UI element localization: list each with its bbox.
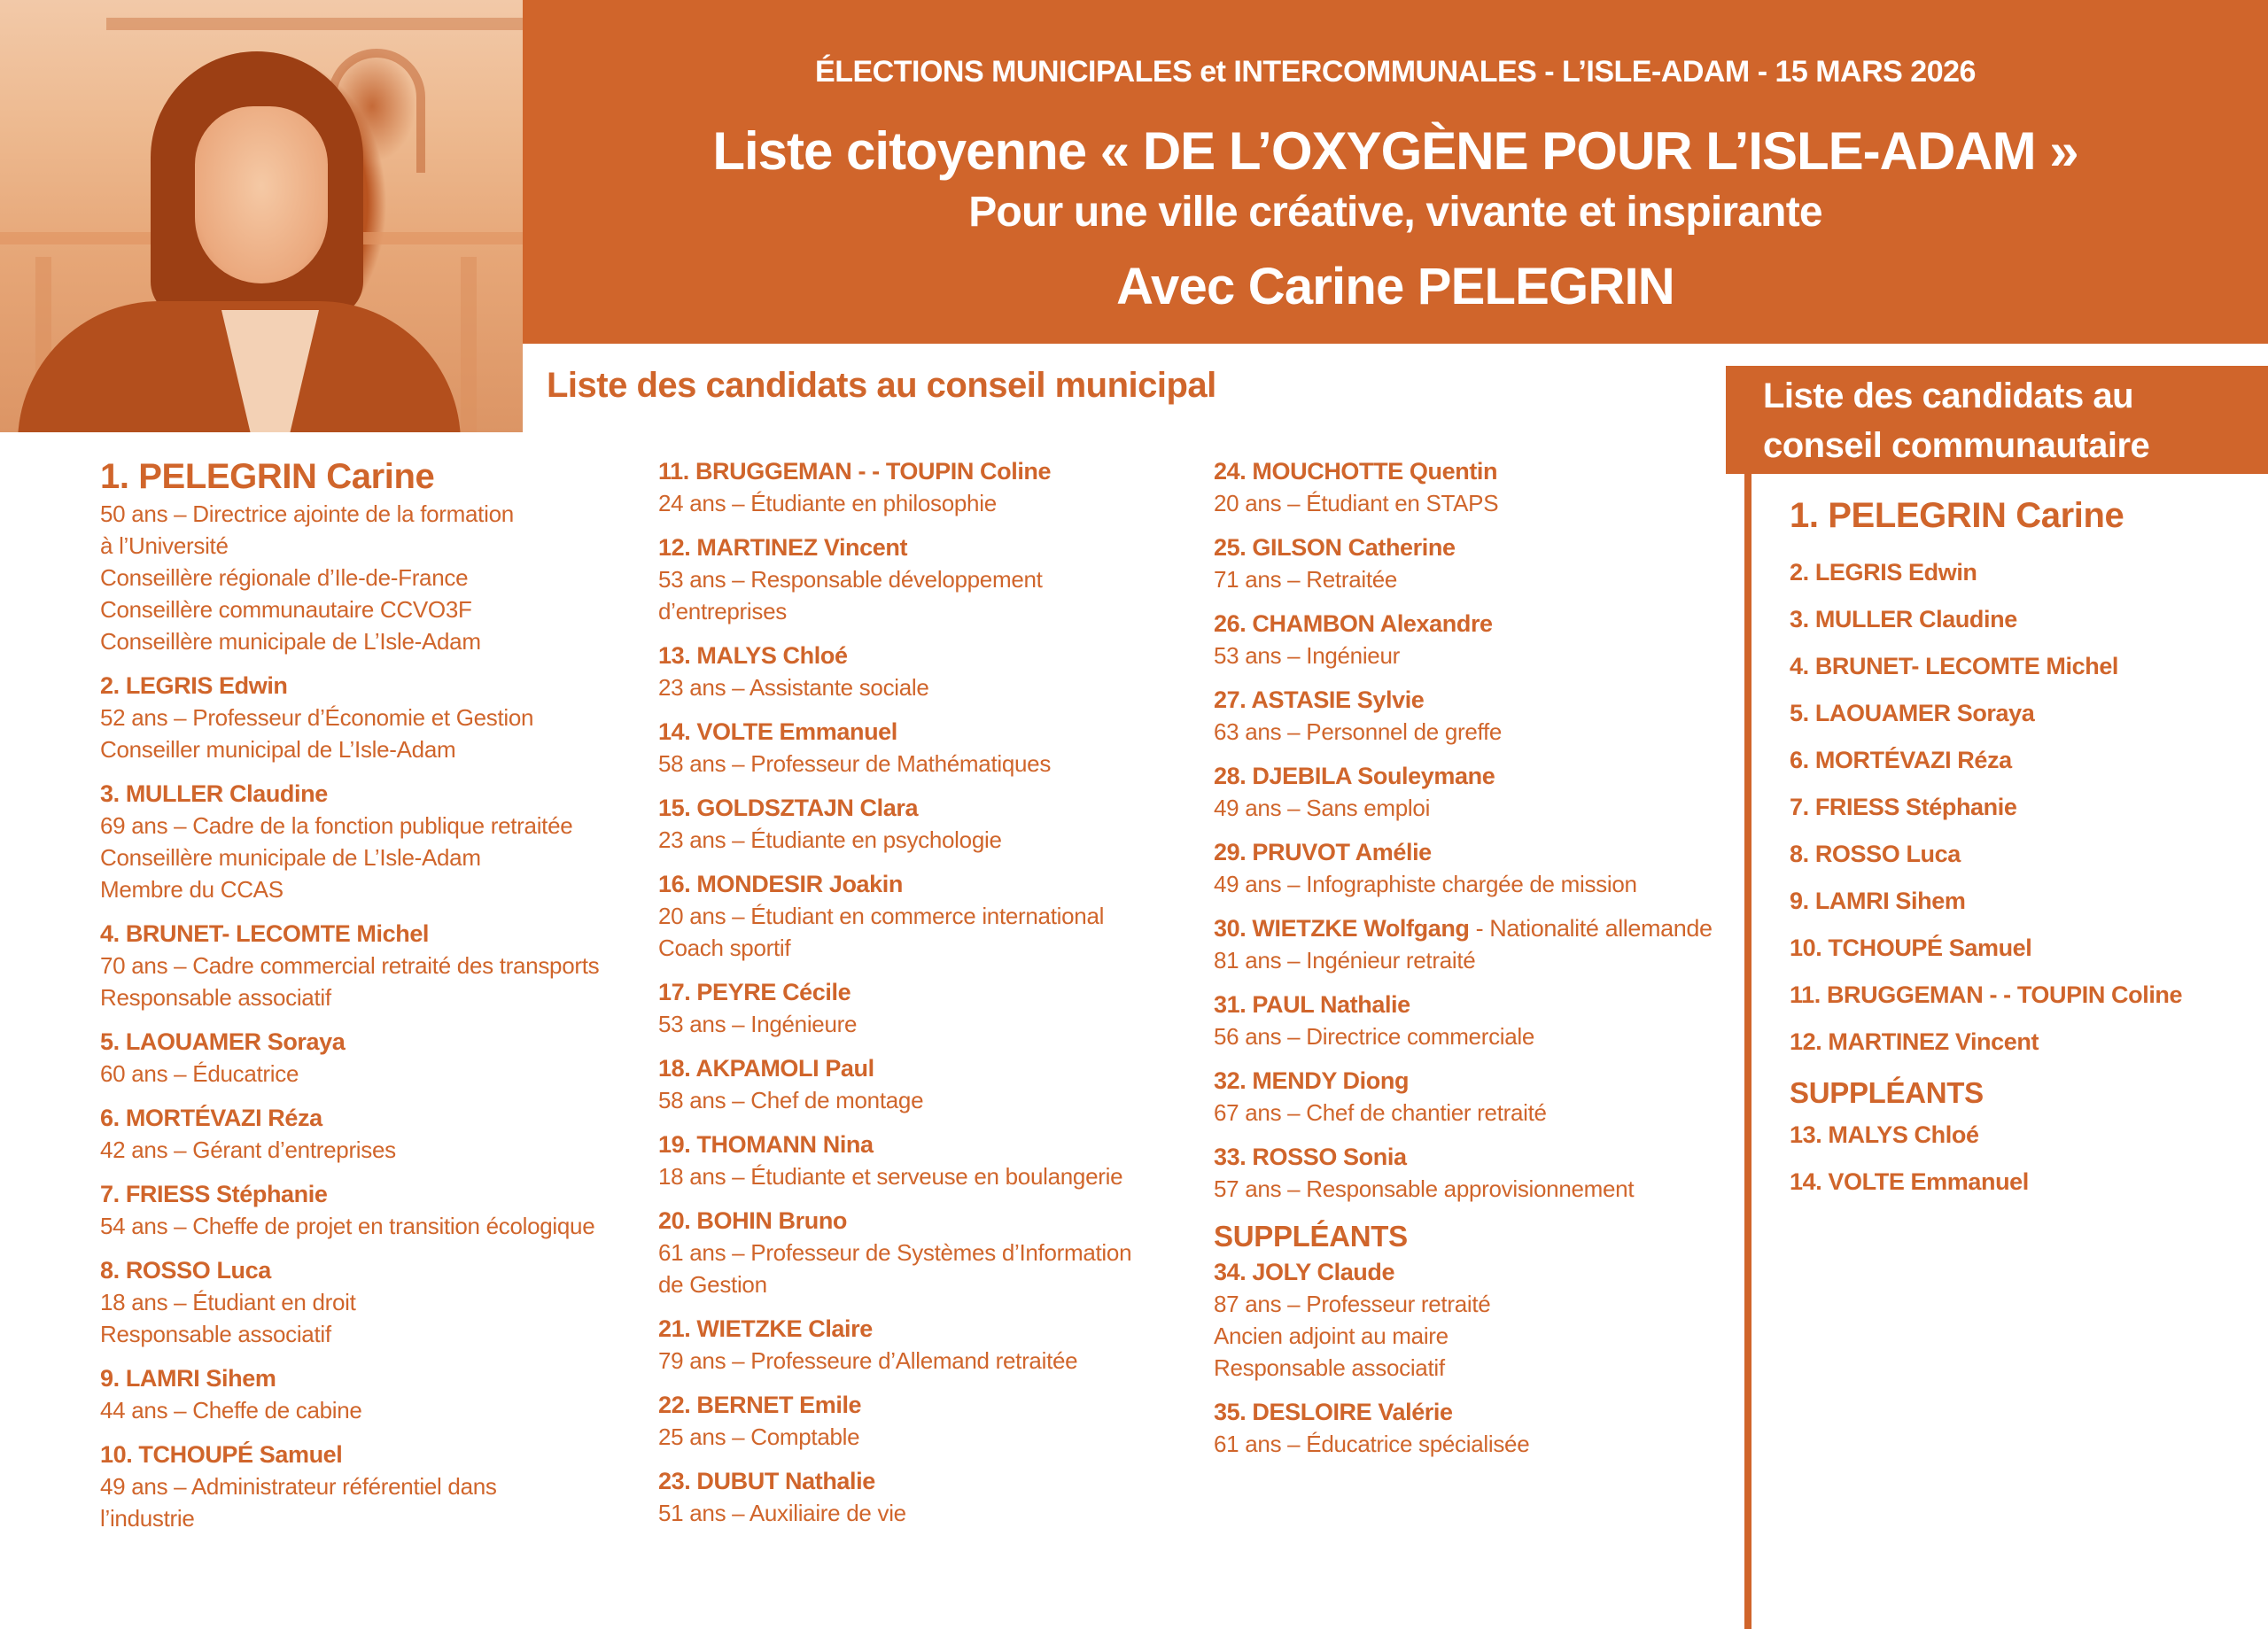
candidate-detail: 87 ans – Professeur retraité [1214, 1291, 1491, 1317]
candidate-name: 11. BRUGGEMAN - - TOUPIN Coline [658, 458, 1052, 485]
candidate-name: 35. DESLOIRE Valérie [1214, 1399, 1453, 1425]
candidate-entry [658, 1465, 1208, 1529]
candidate-entry [100, 778, 649, 905]
candidate-entry [100, 455, 649, 657]
list-leader: Avec Carine PELEGRIN [1116, 258, 1674, 315]
election-kicker: ÉLECTIONS MUNICIPALES et INTERCOMMUNALES - L’ISLE-ADAM - 15 MARS 2026 [815, 55, 1976, 89]
communautaire-member: 12. MARTINEZ Vincent [1790, 1028, 2039, 1055]
candidate-detail: 49 ans – Infographiste chargée de mission [1214, 871, 1637, 897]
candidate-entry [658, 1205, 1208, 1300]
candidate-name: 25. GILSON Catherine [1214, 534, 1456, 561]
list-slogan: Pour une ville créative, vivante et inspirante [968, 189, 1822, 236]
candidate-detail: 18 ans – Étudiante et serveuse en boulangerie [658, 1163, 1123, 1190]
candidate-name: 13. MALYS Chloé [658, 642, 848, 669]
candidate-entry [658, 792, 1208, 856]
candidate-name: 14. VOLTE Emmanuel [658, 718, 897, 745]
candidate-entry [100, 1362, 649, 1426]
candidate-detail: 71 ans – Retraitée [1214, 566, 1398, 593]
candidate-entry [100, 1439, 649, 1534]
candidate-name: 17. PEYRE Cécile [658, 979, 851, 1005]
candidate-name: 21. WIETZKE Claire [658, 1315, 873, 1342]
candidate-detail: à l’Université [100, 532, 229, 559]
communautaire-member: 3. MULLER Claudine [1790, 606, 2017, 632]
candidate-entry [1214, 1141, 1728, 1205]
candidate-detail: d’entreprises [658, 598, 787, 624]
candidate-name: 4. BRUNET- LECOMTE Michel [100, 920, 430, 947]
candidate-detail: 63 ans – Personnel de greffe [1214, 718, 1503, 745]
candidate-name: 20. BOHIN Bruno [658, 1207, 848, 1234]
substitute-entry [1214, 1396, 1728, 1460]
list-title: Liste citoyenne « DE L’OXYGÈNE POUR L’ISLE-ADAM » [712, 121, 2078, 181]
candidate-detail: 23 ans – Étudiante en psychologie [658, 826, 1002, 853]
municipal-heading: Liste des candidats au conseil municipal [547, 366, 1216, 405]
candidate-name-text: 30. WIETZKE Wolfgang [1214, 915, 1470, 942]
candidate-entry [658, 1129, 1208, 1192]
candidate-entry [100, 1102, 649, 1166]
candidate-detail: 53 ans – Responsable développement [658, 566, 1043, 593]
candidate-detail: 81 ans – Ingénieur retraité [1214, 947, 1476, 974]
candidate-name: 10. TCHOUPÉ Samuel [100, 1441, 343, 1468]
communautaire-member: 2. LEGRIS Edwin [1790, 559, 1977, 586]
candidate-entry [1214, 912, 1728, 976]
candidate-detail: 18 ans – Étudiant en droit [100, 1289, 356, 1315]
candidate-name: 9. LAMRI Sihem [100, 1365, 276, 1392]
candidate-name: 16. MONDESIR Joakin [658, 871, 903, 897]
substitutes-heading: SUPPLÉANTS [1214, 1220, 1408, 1253]
candidate-detail: 61 ans – Professeur de Systèmes d’Information [658, 1239, 1132, 1266]
candidate-name: 31. PAUL Nathalie [1214, 991, 1410, 1018]
candidate-entry [658, 1389, 1208, 1453]
candidate-detail: Conseiller municipal de L’Isle-Adam [100, 736, 456, 763]
candidate-detail: Conseillère municipale de L’Isle-Adam [100, 628, 481, 655]
candidate-detail: Conseillère municipale de L’Isle-Adam [100, 844, 481, 871]
candidate-name: 3. MULLER Claudine [100, 780, 328, 807]
candidate-detail: 70 ans – Cadre commercial retraité des transports [100, 952, 600, 979]
candidate-entry [1214, 760, 1728, 824]
communautaire-heading [1726, 366, 2268, 474]
candidate-name: 29. PRUVOT Amélie [1214, 839, 1432, 865]
candidate-entry [658, 976, 1208, 1040]
candidate-detail: 61 ans – Éducatrice spécialisée [1214, 1431, 1530, 1457]
candidate-detail: Membre du CCAS [100, 876, 284, 903]
candidate-entry [658, 1052, 1208, 1116]
candidate-detail: Ancien adjoint au maire [1214, 1323, 1449, 1349]
communautaire-substitutes-heading: SUPPLÉANTS [1790, 1076, 1984, 1109]
candidate-detail: 79 ans – Professeure d’Allemand retraitée [658, 1347, 1078, 1374]
candidate-name: 8. ROSSO Luca [100, 1257, 271, 1284]
candidate-name: 18. AKPAMOLI Paul [658, 1055, 874, 1082]
candidate-detail: 57 ans – Responsable approvisionnement [1214, 1175, 1635, 1202]
candidate-name: 12. MARTINEZ Vincent [658, 534, 908, 561]
communautaire-member: 8. ROSSO Luca [1790, 841, 1961, 867]
candidate-detail: l’industrie [100, 1505, 195, 1532]
candidate-entry [658, 868, 1208, 964]
candidate-entry [100, 1178, 649, 1242]
communautaire-substitute: 13. MALYS Chloé [1790, 1121, 1979, 1148]
candidate-entry [1214, 684, 1728, 748]
communautaire-member: 11. BRUGGEMAN - - TOUPIN Coline [1790, 981, 2183, 1008]
candidate-detail: 53 ans – Ingénieur [1214, 642, 1400, 669]
candidate-detail: 20 ans – Étudiant en commerce international [658, 903, 1105, 929]
divider-line [523, 339, 2268, 344]
communautaire-member: 10. TCHOUPÉ Samuel [1790, 935, 2032, 961]
candidate-photo [0, 0, 523, 432]
candidate-detail: 42 ans – Gérant d’entreprises [100, 1136, 396, 1163]
candidate-entry [100, 918, 649, 1013]
communautaire-heading-line-2: conseil communautaire [1763, 426, 2150, 465]
candidate-name [1214, 912, 1728, 944]
candidate-entry [658, 531, 1208, 627]
candidate-name: 7. FRIESS Stéphanie [100, 1181, 328, 1207]
candidate-detail: 69 ans – Cadre de la fonction publique retraitée [100, 812, 573, 839]
candidate-nationality-note: - Nationalité allemande [1469, 915, 1713, 942]
candidate-detail: 49 ans – Sans emploi [1214, 795, 1431, 821]
candidate-entry [1214, 1065, 1728, 1129]
candidate-name: 26. CHAMBON Alexandre [1214, 610, 1493, 637]
candidate-entry [658, 1313, 1208, 1377]
candidate-name: 32. MENDY Diong [1214, 1067, 1410, 1094]
candidate-detail: 49 ans – Administrateur référentiel dans [100, 1473, 497, 1500]
candidate-name: 15. GOLDSZTAJN Clara [658, 795, 919, 821]
candidate-entry [658, 640, 1208, 703]
candidate-name: 23. DUBUT Nathalie [658, 1468, 875, 1494]
candidate-detail: 58 ans – Chef de montage [658, 1087, 924, 1113]
communautaire-list [1790, 494, 2182, 1206]
candidate-entry [658, 455, 1208, 519]
communautaire-heading-line-1: Liste des candidats au [1763, 376, 2134, 415]
candidate-detail: 20 ans – Étudiant en STAPS [1214, 490, 1499, 516]
candidate-entry [658, 716, 1208, 780]
candidate-name: 19. THOMANN Nina [658, 1131, 874, 1158]
candidate-detail: 56 ans – Directrice commerciale [1214, 1023, 1535, 1050]
candidate-entry [100, 1026, 649, 1090]
candidate-name: 27. ASTASIE Sylvie [1214, 687, 1425, 713]
face-shape [195, 106, 328, 283]
municipal-column-1 [100, 455, 649, 1547]
railing-post [461, 257, 477, 432]
candidate-detail: Conseillère régionale d’Ile-de-France [100, 564, 469, 591]
candidate-detail: 23 ans – Assistante sociale [658, 674, 929, 701]
candidate-name: 34. JOLY Claude [1214, 1259, 1395, 1285]
candidate-entry [100, 1254, 649, 1350]
candidate-name: 5. LAOUAMER Soraya [100, 1028, 346, 1055]
communautaire-member: 1. PELEGRIN Carine [1790, 496, 2124, 535]
candidate-name: 33. ROSSO Sonia [1214, 1144, 1407, 1170]
candidate-detail: 60 ans – Éducatrice [100, 1060, 299, 1087]
candidate-detail: Responsable associatif [100, 1321, 331, 1347]
candidate-detail: 50 ans – Directrice ajointe de la formation [100, 500, 514, 527]
candidate-entry [100, 670, 649, 765]
candidate-name: 28. DJEBILA Souleymane [1214, 763, 1495, 789]
candidate-detail: 24 ans – Étudiante en philosophie [658, 490, 997, 516]
municipal-column-2 [658, 455, 1208, 1541]
candidate-detail: 51 ans – Auxiliaire de vie [658, 1500, 906, 1526]
vertical-divider [1744, 474, 1751, 1629]
candidate-detail: 44 ans – Cheffe de cabine [100, 1397, 362, 1423]
candidate-detail: Coach sportif [658, 935, 791, 961]
candidate-detail: 67 ans – Chef de chantier retraité [1214, 1099, 1547, 1126]
candidate-name: 2. LEGRIS Edwin [100, 672, 288, 699]
candidate-detail: 25 ans – Comptable [658, 1423, 860, 1450]
municipal-column-3 [1214, 455, 1728, 1472]
candidate-name: 1. PELEGRIN Carine [100, 457, 435, 496]
candidate-name: 22. BERNET Emile [658, 1392, 862, 1418]
candidate-entry [1214, 608, 1728, 671]
substitute-entry [1214, 1256, 1728, 1384]
communautaire-member: 9. LAMRI Sihem [1790, 888, 1966, 914]
candidate-detail: 58 ans – Professeur de Mathématiques [658, 750, 1052, 777]
candidate-entry [1214, 836, 1728, 900]
header-banner [523, 0, 2268, 341]
candidate-detail: Conseillère communautaire CCVO3F [100, 596, 472, 623]
candidate-entry [1214, 455, 1728, 519]
candidate-name: 6. MORTÉVAZI Réza [100, 1105, 322, 1131]
communautaire-member: 5. LAOUAMER Soraya [1790, 700, 2035, 726]
communautaire-substitute: 14. VOLTE Emmanuel [1790, 1168, 2029, 1195]
candidate-entry [1214, 531, 1728, 595]
candidate-name: 24. MOUCHOTTE Quentin [1214, 458, 1498, 485]
candidate-detail: Responsable associatif [1214, 1354, 1445, 1381]
candidate-entry [1214, 989, 1728, 1052]
communautaire-member: 7. FRIESS Stéphanie [1790, 794, 2017, 820]
candidate-detail: Responsable associatif [100, 984, 331, 1011]
candidate-detail: 54 ans – Cheffe de projet en transition écologique [100, 1213, 595, 1239]
candidate-detail: 53 ans – Ingénieure [658, 1011, 858, 1037]
communautaire-member: 6. MORTÉVAZI Réza [1790, 747, 2012, 773]
candidate-detail: 52 ans – Professeur d’Économie et Gestion [100, 704, 534, 731]
communautaire-member: 4. BRUNET- LECOMTE Michel [1790, 653, 2119, 679]
candidate-detail: de Gestion [658, 1271, 767, 1298]
